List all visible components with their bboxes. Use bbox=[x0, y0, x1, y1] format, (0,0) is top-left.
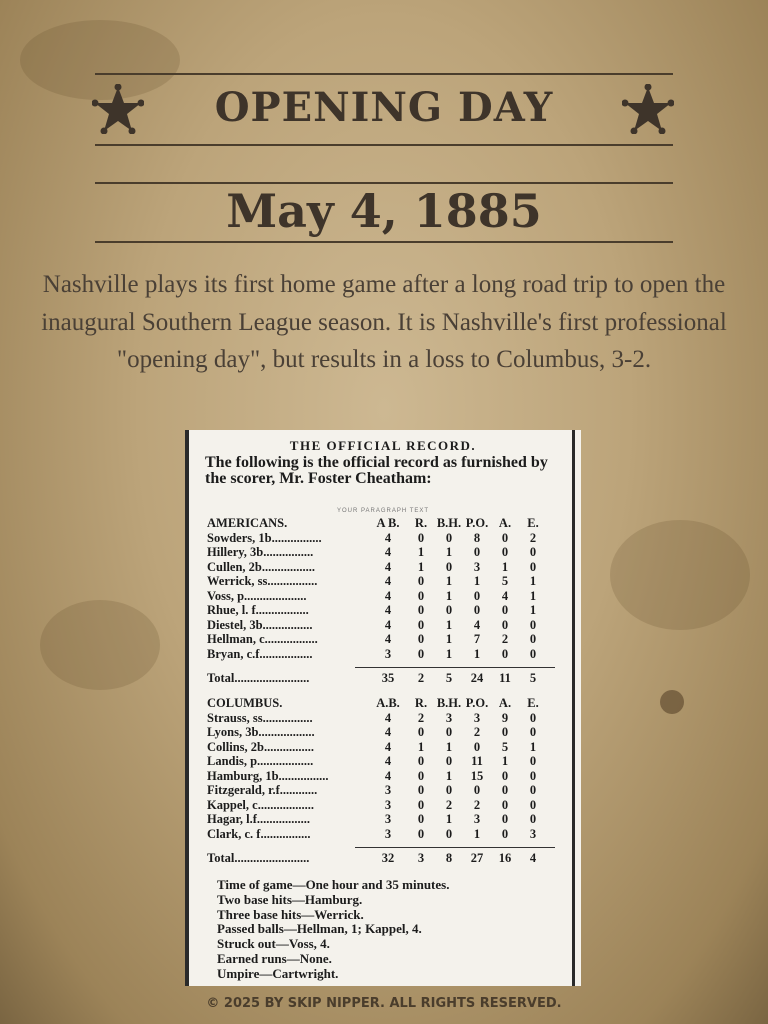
stat-cell: 0 bbox=[445, 603, 453, 617]
note-line: Time of game—One hour and 35 minutes. bbox=[217, 877, 450, 892]
stat-cell: 1 bbox=[529, 574, 537, 588]
stat-cell: 0 bbox=[445, 754, 453, 768]
stat-cell: 1 bbox=[417, 739, 425, 754]
event-description: Nashville plays its first home game after a long road trip to open the inaugural Southern League season. It is Nashville's first professional "opening day", but results in a loss to Columbus, 3-2. bbox=[41, 271, 727, 373]
stat-cell: 0 bbox=[417, 588, 425, 603]
stat-cell: 9 bbox=[501, 710, 509, 725]
stat-cell: 0 bbox=[501, 617, 509, 632]
stat-cell: 16 bbox=[498, 851, 512, 865]
spacer-row bbox=[207, 661, 547, 671]
stat-cell: 0 bbox=[417, 826, 425, 841]
column-header: E. bbox=[527, 696, 539, 710]
stat-cell: 0 bbox=[501, 783, 509, 797]
player-name: Lyons, 3b.................. bbox=[207, 725, 315, 739]
stat-cell: 0 bbox=[417, 768, 425, 783]
spacer-row bbox=[207, 841, 547, 851]
page-title: OPENING DAY bbox=[214, 84, 554, 131]
stat-cell: 3 bbox=[445, 710, 453, 725]
stat-cell: 2 bbox=[445, 797, 453, 812]
player-name: Cullen, 2b................. bbox=[207, 559, 316, 574]
player-name: Kappel, c.................. bbox=[207, 797, 314, 812]
table-row bbox=[207, 769, 547, 784]
stat-cell: 1 bbox=[445, 545, 453, 559]
player-name: Total........................ bbox=[207, 851, 310, 865]
stat-cell: 0 bbox=[417, 617, 425, 632]
table-row bbox=[207, 783, 547, 798]
stat-cell: 0 bbox=[417, 632, 425, 646]
paper-stain bbox=[40, 600, 160, 690]
stat-cell: 3 bbox=[417, 851, 425, 865]
column-header: R. bbox=[414, 696, 428, 710]
table-row bbox=[207, 531, 547, 546]
stat-cell: 2 bbox=[417, 671, 425, 685]
date-rule-bottom bbox=[95, 241, 673, 243]
player-name: Sowders, 1b................ bbox=[207, 530, 322, 545]
stat-cell: 4 bbox=[384, 559, 392, 574]
stat-cell: 1 bbox=[529, 739, 537, 754]
note-line: Three base hits—Werrick. bbox=[217, 906, 364, 922]
stat-cell: 0 bbox=[501, 826, 509, 841]
stat-cell: 0 bbox=[529, 545, 537, 559]
column-header: R. bbox=[414, 516, 428, 530]
stat-cell: 0 bbox=[445, 559, 453, 574]
stat-cell: 0 bbox=[529, 783, 537, 797]
table-row bbox=[207, 812, 547, 827]
total-row bbox=[207, 851, 547, 866]
clipping-headline: THE OFFICIAL RECORD. bbox=[289, 438, 477, 453]
stat-cell: 1 bbox=[417, 559, 425, 574]
stat-cell: 1 bbox=[529, 588, 537, 603]
placeholder-text: YOUR PARAGRAPH TEXT bbox=[336, 508, 430, 514]
stat-cell: 2 bbox=[501, 632, 509, 646]
player-name: Clark, c. f................ bbox=[207, 826, 311, 841]
stat-cell: 0 bbox=[445, 725, 453, 739]
player-name: Werrick, ss................ bbox=[207, 574, 318, 588]
stat-cell: 1 bbox=[445, 739, 453, 754]
stat-cell: 4 bbox=[473, 617, 481, 632]
stat-cell: 4 bbox=[384, 617, 392, 632]
stat-cell: 0 bbox=[501, 545, 509, 559]
stat-cell: 24 bbox=[470, 671, 484, 685]
table-row bbox=[207, 574, 547, 589]
game-notes bbox=[217, 878, 449, 982]
column-header: B.H. bbox=[436, 696, 462, 710]
stat-cell: 1 bbox=[445, 632, 453, 646]
stat-cell: 0 bbox=[501, 768, 509, 783]
stat-cell: 0 bbox=[529, 812, 537, 826]
stat-cell: 4 bbox=[384, 574, 392, 588]
stat-cell: 3 bbox=[473, 812, 481, 826]
player-name: Collins, 2b................ bbox=[207, 739, 314, 754]
stat-cell: 2 bbox=[473, 797, 481, 812]
stat-cell: 0 bbox=[529, 710, 537, 725]
stat-cell: 3 bbox=[384, 783, 392, 797]
stat-cell: 3 bbox=[384, 812, 392, 826]
stat-cell: 2 bbox=[529, 530, 537, 545]
table-row bbox=[207, 589, 547, 604]
player-name: Strauss, ss................ bbox=[207, 710, 313, 725]
table-row bbox=[207, 632, 547, 647]
stat-cell: 4 bbox=[384, 545, 392, 559]
stat-cell: 0 bbox=[529, 632, 537, 646]
header-row bbox=[207, 516, 547, 531]
stat-cell: 1 bbox=[445, 768, 453, 783]
stat-cell: 2 bbox=[473, 725, 481, 739]
stat-cell: 4 bbox=[384, 739, 392, 754]
stat-cell: 1 bbox=[417, 545, 425, 559]
player-name: Landis, p.................. bbox=[207, 754, 314, 768]
note-line: Struck out—Voss, 4. bbox=[217, 936, 330, 952]
stat-cell: 0 bbox=[417, 530, 425, 545]
header-rule-bottom bbox=[95, 144, 673, 146]
stat-cell: 0 bbox=[529, 754, 537, 768]
stat-cell: 11 bbox=[499, 671, 511, 685]
player-name: Bryan, c.f................. bbox=[207, 646, 313, 661]
stat-cell: 8 bbox=[473, 530, 481, 545]
stat-cell: 0 bbox=[417, 812, 425, 826]
stat-cell: 5 bbox=[501, 574, 509, 588]
stat-cell: 5 bbox=[529, 671, 537, 685]
stat-cell: 3 bbox=[473, 710, 481, 725]
stat-cell: 0 bbox=[529, 617, 537, 632]
stat-cell: 4 bbox=[384, 603, 392, 617]
stat-cell: 0 bbox=[501, 797, 509, 812]
stat-cell: 0 bbox=[529, 559, 537, 574]
stat-cell: 0 bbox=[445, 530, 453, 545]
stat-cell: 1 bbox=[445, 617, 453, 632]
stat-cell: 0 bbox=[445, 783, 453, 797]
table-row bbox=[207, 798, 547, 813]
stat-cell: 1 bbox=[445, 588, 453, 603]
stat-cell: 7 bbox=[473, 632, 481, 646]
stat-cell: 3 bbox=[529, 826, 537, 841]
total-rule bbox=[355, 847, 555, 848]
stat-cell: 3 bbox=[473, 559, 481, 574]
stat-cell: 0 bbox=[529, 797, 537, 812]
stat-cell: 0 bbox=[473, 603, 481, 617]
stat-cell: 0 bbox=[417, 725, 425, 739]
stat-cell: 3 bbox=[384, 826, 392, 841]
table-row bbox=[207, 725, 547, 740]
stat-cell: 4 bbox=[384, 530, 392, 545]
stat-cell: 0 bbox=[473, 739, 481, 754]
stat-cell: 0 bbox=[529, 768, 537, 783]
table-row bbox=[207, 740, 547, 755]
stat-cell: 0 bbox=[501, 530, 509, 545]
stat-cell: 4 bbox=[384, 754, 392, 768]
stat-cell: 0 bbox=[417, 783, 425, 797]
stat-cell: 0 bbox=[529, 725, 537, 739]
stat-cell: 0 bbox=[473, 588, 481, 603]
team-name: AMERICANS. bbox=[207, 516, 288, 530]
americans-box-score bbox=[207, 516, 547, 686]
copyright-notice: © 2025 BY SKIP NIPPER. ALL RIGHTS RESERVED. bbox=[206, 996, 562, 1011]
stat-cell: 0 bbox=[417, 754, 425, 768]
stat-cell: 11 bbox=[471, 754, 483, 768]
note-line: Two base hits—Hamburg. bbox=[217, 891, 363, 907]
column-header: A.B. bbox=[376, 696, 400, 710]
stat-cell: 1 bbox=[445, 646, 453, 661]
player-name: Hillery, 3b................ bbox=[207, 545, 314, 559]
stat-cell: 4 bbox=[384, 710, 392, 725]
stat-cell: 4 bbox=[384, 768, 392, 783]
stat-cell: 1 bbox=[445, 812, 453, 826]
stat-cell: 0 bbox=[473, 783, 481, 797]
stat-cell: 0 bbox=[473, 545, 481, 559]
stat-cell: 1 bbox=[501, 559, 509, 574]
stat-cell: 1 bbox=[529, 603, 537, 617]
stat-cell: 1 bbox=[473, 826, 481, 841]
columbus-box-score bbox=[207, 696, 547, 866]
stat-cell: 0 bbox=[501, 812, 509, 826]
column-header: E. bbox=[527, 516, 539, 530]
player-name: Voss, p.................... bbox=[207, 588, 307, 603]
stat-cell: 15 bbox=[470, 768, 484, 783]
stat-cell: 0 bbox=[417, 797, 425, 812]
player-name: Hamburg, 1b................ bbox=[207, 768, 329, 783]
note-line: Earned runs—None. bbox=[217, 950, 332, 966]
player-name: Hellman, c................. bbox=[207, 632, 318, 646]
stat-cell: 0 bbox=[417, 646, 425, 661]
total-rule bbox=[355, 667, 555, 668]
stat-cell: 0 bbox=[501, 603, 509, 617]
stat-cell: 1 bbox=[473, 574, 481, 588]
stat-cell: 4 bbox=[384, 725, 392, 739]
stat-cell: 4 bbox=[529, 851, 537, 865]
table-row bbox=[207, 827, 547, 842]
column-header: P.O. bbox=[465, 696, 489, 710]
stat-cell: 0 bbox=[445, 826, 453, 841]
stat-cell: 4 bbox=[384, 632, 392, 646]
table-row bbox=[207, 647, 547, 662]
table-row bbox=[207, 560, 547, 575]
stat-cell: 5 bbox=[501, 739, 509, 754]
column-header: A. bbox=[498, 516, 512, 530]
player-name: Rhue, l. f................. bbox=[207, 603, 309, 617]
stat-cell: 4 bbox=[384, 588, 392, 603]
total-row bbox=[207, 671, 547, 686]
stat-cell: 5 bbox=[445, 671, 453, 685]
stat-cell: 1 bbox=[445, 574, 453, 588]
player-name: Fitzgerald, r.f............ bbox=[207, 783, 318, 797]
event-date: May 4, 1885 bbox=[226, 184, 542, 238]
column-header: B.H. bbox=[436, 516, 462, 530]
stat-cell: 4 bbox=[501, 588, 509, 603]
stat-cell: 3 bbox=[384, 646, 392, 661]
stat-cell: 0 bbox=[417, 574, 425, 588]
stat-cell: 1 bbox=[501, 754, 509, 768]
table-row bbox=[207, 754, 547, 769]
newspaper-clipping bbox=[185, 430, 581, 986]
stat-cell: 3 bbox=[384, 797, 392, 812]
stat-cell: 0 bbox=[501, 646, 509, 661]
stat-cell: 35 bbox=[381, 671, 395, 685]
player-name: Total........................ bbox=[207, 671, 310, 685]
stat-cell: 2 bbox=[417, 710, 425, 725]
header-rule-top bbox=[95, 73, 673, 75]
note-line: Passed balls—Hellman, 1; Kappel, 4. bbox=[217, 921, 422, 937]
column-header: P.O. bbox=[465, 516, 489, 530]
stat-cell: 1 bbox=[473, 646, 481, 661]
table-row bbox=[207, 603, 547, 618]
column-header: A B. bbox=[376, 516, 400, 530]
stat-cell: 27 bbox=[470, 851, 484, 865]
stat-cell: 0 bbox=[529, 646, 537, 661]
stat-cell: 0 bbox=[417, 603, 425, 617]
player-name: Diestel, 3b................ bbox=[207, 617, 313, 632]
clipping-intro: The following is the official record as furnished by the scorer, Mr. Foster Cheatham: bbox=[205, 454, 548, 487]
stat-cell: 0 bbox=[501, 725, 509, 739]
player-name: Hagar, l.f................. bbox=[207, 812, 311, 826]
header-row bbox=[207, 696, 547, 711]
table-row bbox=[207, 545, 547, 560]
column-header: A. bbox=[498, 696, 512, 710]
paper-stain bbox=[660, 690, 684, 714]
stat-cell: 32 bbox=[381, 851, 395, 865]
table-row bbox=[207, 618, 547, 633]
note-line: Umpire—Cartwright. bbox=[217, 965, 339, 981]
table-row bbox=[207, 711, 547, 726]
stat-cell: 8 bbox=[445, 851, 453, 865]
team-name: COLUMBUS. bbox=[207, 696, 283, 710]
paper-stain bbox=[610, 520, 750, 630]
